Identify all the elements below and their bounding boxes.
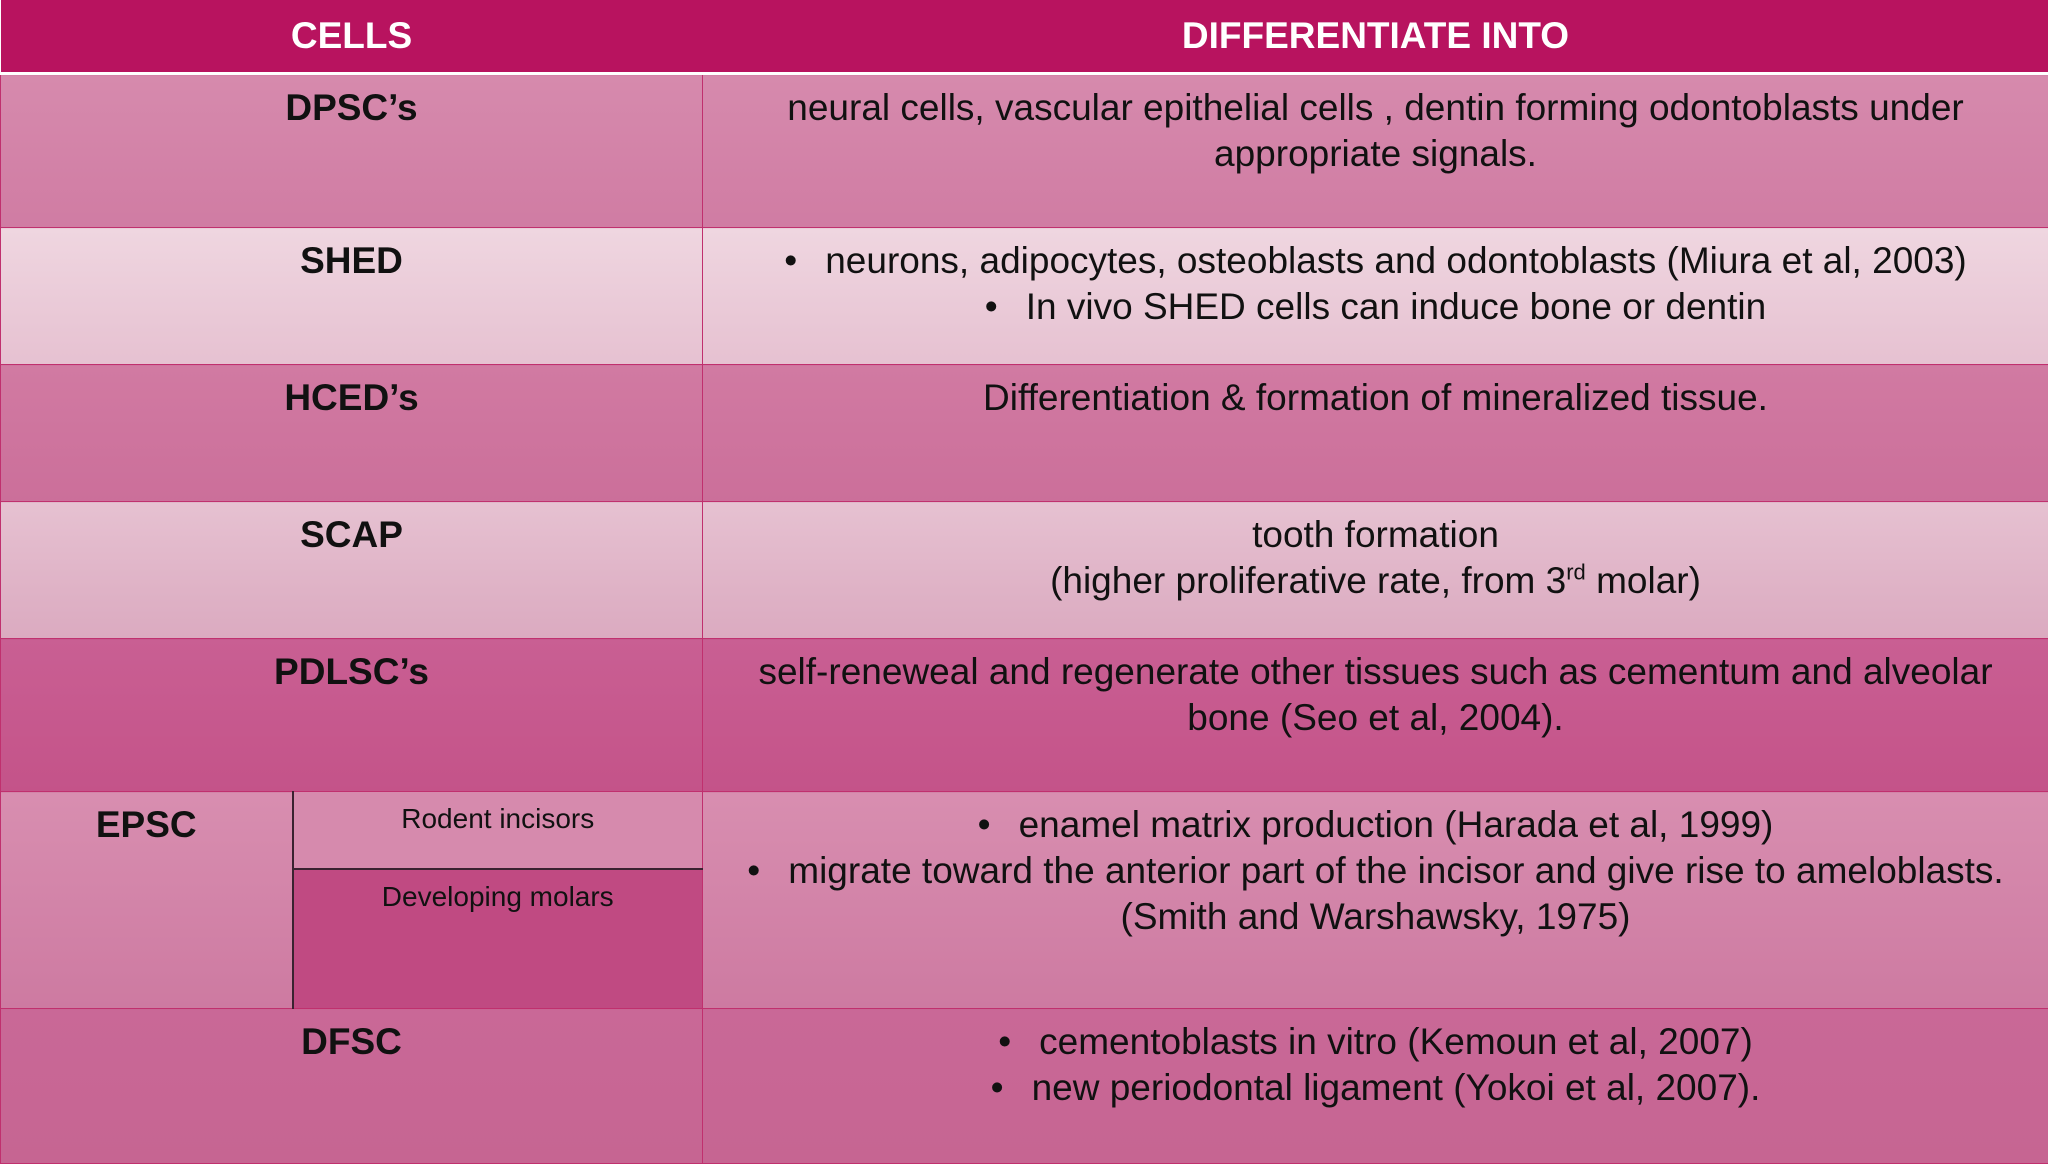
bullet-text: new periodontal ligament (Yokoi et al, 2007). xyxy=(1032,1067,1761,1108)
differentiation-text: Differentiation & formation of mineralized tissue. xyxy=(703,365,2048,502)
bullet-text: cementoblasts in vitro (Kemoun et al, 2007) xyxy=(1039,1021,1753,1062)
bullet-text: neurons, adipocytes, osteoblasts and odontoblasts (Miura et al, 2003) xyxy=(825,240,1967,281)
bullet-line xyxy=(717,1065,2034,1111)
bullet-icon: • xyxy=(985,284,998,330)
bullet-text: migrate toward the anterior part of the incisor and give rise to ameloblasts. xyxy=(788,850,2003,891)
cell-name: PDLSC’s xyxy=(1,639,703,792)
cell-name: SHED xyxy=(1,228,703,365)
bullet-text: In vivo SHED cells can induce bone or dentin xyxy=(1026,286,1766,327)
table-row xyxy=(1,792,2048,870)
text-part: molar) xyxy=(1586,560,1701,601)
bullet-line xyxy=(717,1019,2034,1065)
cell-name: SCAP xyxy=(1,502,703,639)
table-row xyxy=(1,228,2048,365)
header-row xyxy=(1,0,2048,74)
table-row xyxy=(1,365,2048,502)
bullet-text: enamel matrix production (Harada et al, 1999) xyxy=(1019,804,1774,845)
differentiation-text: neural cells, vascular epithelial cells , dentin forming odontoblasts under appropriate signals. xyxy=(703,74,2048,228)
table-row xyxy=(1,502,2048,639)
bullet-icon: • xyxy=(991,1065,1004,1111)
bullet-line xyxy=(717,238,2034,284)
header-cells: CELLS xyxy=(1,0,703,74)
differentiation-text xyxy=(703,502,2048,639)
text-part: (higher proliferative rate, from 3 xyxy=(1050,560,1566,601)
bullet-icon: • xyxy=(747,848,760,894)
subtype-label: Rodent incisors xyxy=(293,792,703,870)
cell-name: DPSC’s xyxy=(1,74,703,228)
header-differentiate-into: DIFFERENTIATE INTO xyxy=(703,0,2048,74)
bullet-icon: • xyxy=(978,802,991,848)
bullet-line xyxy=(717,284,2034,330)
text-line: (Smith and Warshawsky, 1975) xyxy=(717,894,2034,940)
cell-name: HCED’s xyxy=(1,365,703,502)
differentiation-text xyxy=(703,1009,2048,1164)
subtype-label: Developing molars xyxy=(293,869,703,1009)
cell-name: EPSC xyxy=(1,792,293,1009)
bullet-line xyxy=(717,848,2034,894)
bullet-line xyxy=(717,802,2034,848)
table-row xyxy=(1,1009,2048,1164)
cell-name: DFSC xyxy=(1,1009,703,1164)
table-row xyxy=(1,639,2048,792)
differentiation-text xyxy=(703,792,2048,1009)
text-line xyxy=(717,558,2034,604)
differentiation-text: self-reneweal and regenerate other tissues such as cementum and alveolar bone (Seo et al, 2004). xyxy=(703,639,2048,792)
bullet-icon: • xyxy=(998,1019,1011,1065)
bullet-icon: • xyxy=(784,238,797,284)
differentiation-text xyxy=(703,228,2048,365)
table-row xyxy=(1,74,2048,228)
superscript: rd xyxy=(1566,560,1586,585)
text-line: tooth formation xyxy=(717,512,2034,558)
